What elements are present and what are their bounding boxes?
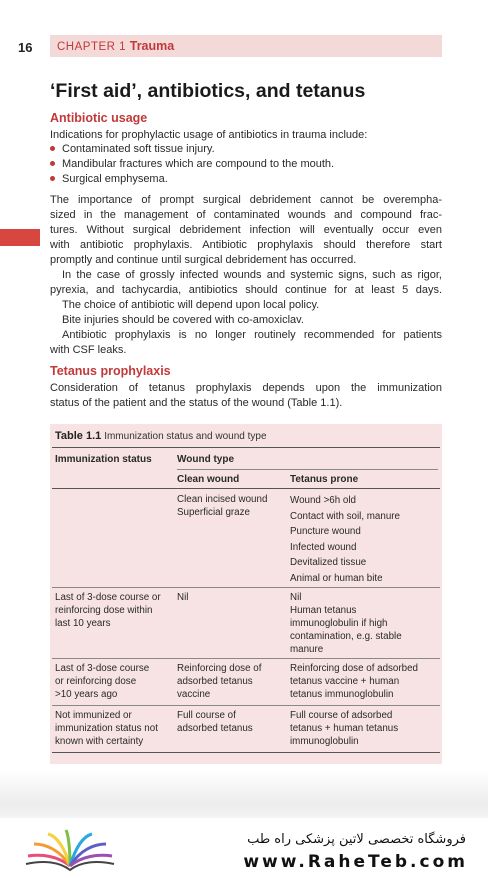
chapter-label: CHAPTER 1 — [57, 41, 127, 53]
chapter-title: Trauma — [129, 39, 175, 53]
paragraph-line: with CSF leaks. — [50, 344, 127, 356]
table-cell: Full course of adsorbed tetanus + human tetanus immunoglobulin — [290, 710, 399, 747]
table-rule — [177, 469, 438, 470]
table-rule — [52, 658, 440, 659]
paragraph-line: In the case of grossly infected wounds and systemic signs, such as rigor, — [62, 269, 442, 281]
bullet-item: Mandibular fractures which are compound to the mouth. — [50, 157, 334, 171]
paragraph-line: with antibiotic prophylaxis. Antibiotic prophylaxis should therefore start — [50, 239, 442, 251]
paragraph-line: Antibiotic prophylaxis is no longer routinely recommended for patients — [62, 329, 442, 341]
page-number: 16 — [18, 40, 33, 55]
paragraph-line: pyrexia, and tachycardia, antibiotics should continue for at least 5 days. — [50, 284, 442, 296]
header-tetanus-prone: Tetanus prone — [290, 474, 359, 485]
table-cell: Full course of adsorbed tetanus — [177, 710, 253, 734]
header-immunization-status: Immunization status — [55, 454, 152, 465]
chapter-heading — [57, 39, 174, 53]
table-cell: Nil — [177, 592, 189, 603]
table-rule — [52, 752, 440, 753]
paragraph-line: status of the patient and the status of the wound (Table 1.1). — [50, 397, 343, 409]
bullet-dot-icon — [50, 176, 55, 181]
paragraph-line: promptly and continue until surgical debridement has occurred. — [50, 254, 357, 266]
header-clean-wound: Clean wound — [177, 474, 240, 485]
table-cell: Nil Human tetanus immunoglobulin if high contamination, e.g. stable manure — [290, 592, 402, 655]
immunization-table — [50, 424, 442, 764]
store-url: www.RaheTeb.com — [243, 852, 468, 872]
table-cell: Clean incised wound Superficial graze — [177, 494, 268, 518]
bullet-dot-icon — [50, 161, 55, 166]
bullet-item: Surgical emphysema. — [50, 172, 168, 186]
antibiotic-intro: Indications for prophylactic usage of antibiotics in trauma include: — [50, 129, 368, 141]
page-shadow — [0, 770, 488, 820]
header-wound-type: Wound type — [177, 454, 235, 465]
chapter-header — [50, 35, 442, 57]
table-cell: Reinforcing dose of adsorbed tetanus vaccine — [177, 663, 262, 700]
bullet-item: Contaminated soft tissue injury. — [50, 142, 215, 156]
paragraph-line: Consideration of tetanus prophylaxis depends upon the immunization — [50, 382, 442, 394]
table-rule — [52, 447, 440, 448]
tetanus-heading: Tetanus prophylaxis — [50, 364, 171, 378]
table-rule — [52, 705, 440, 706]
antibiotic-heading: Antibiotic usage — [50, 111, 148, 125]
paragraph-line: Bite injuries should be covered with co-amoxiclav. — [62, 314, 304, 326]
table-cell: Last of 3-dose course or reinforcing dose >10 years ago — [55, 663, 150, 700]
table-cell: Reinforcing dose of adsorbed tetanus vaccine + human tetanus immunoglobulin — [290, 663, 418, 700]
bullet-dot-icon — [50, 146, 55, 151]
table-caption-text: Immunization status and wound type — [104, 431, 267, 442]
table-cell: Last of 3-dose course or reinforcing dose within last 10 years — [55, 592, 161, 629]
table-rule — [52, 488, 440, 489]
paragraph-line: The choice of antibiotic will depend upon local policy. — [62, 299, 320, 311]
store-name: فروشگاه تخصصی لاتین پزشکی راه طب — [247, 832, 466, 847]
thumb-index-tab — [0, 229, 40, 246]
open-book-logo-icon — [20, 826, 120, 874]
table-cell: Not immunized or immunization status not known with certainty — [55, 710, 158, 747]
table-rule — [52, 587, 440, 588]
table-caption — [55, 430, 267, 442]
section-title: ‘First aid’, antibiotics, and tetanus — [50, 80, 366, 102]
paragraph-line: sized in the management of contaminated wounds and compound frac- — [50, 209, 442, 221]
table-cell: Wound >6h old Contact with soil, manure Puncture wound Infected wound Devitalized tissue Animal or human bite — [290, 495, 400, 584]
paragraph-line: The importance of prompt surgical debridement cannot be overempha- — [50, 194, 442, 206]
paragraph-line: tures. Without surgical debridement infection will eventually occur even — [50, 224, 442, 236]
table-label: Table 1.1 — [55, 430, 102, 442]
